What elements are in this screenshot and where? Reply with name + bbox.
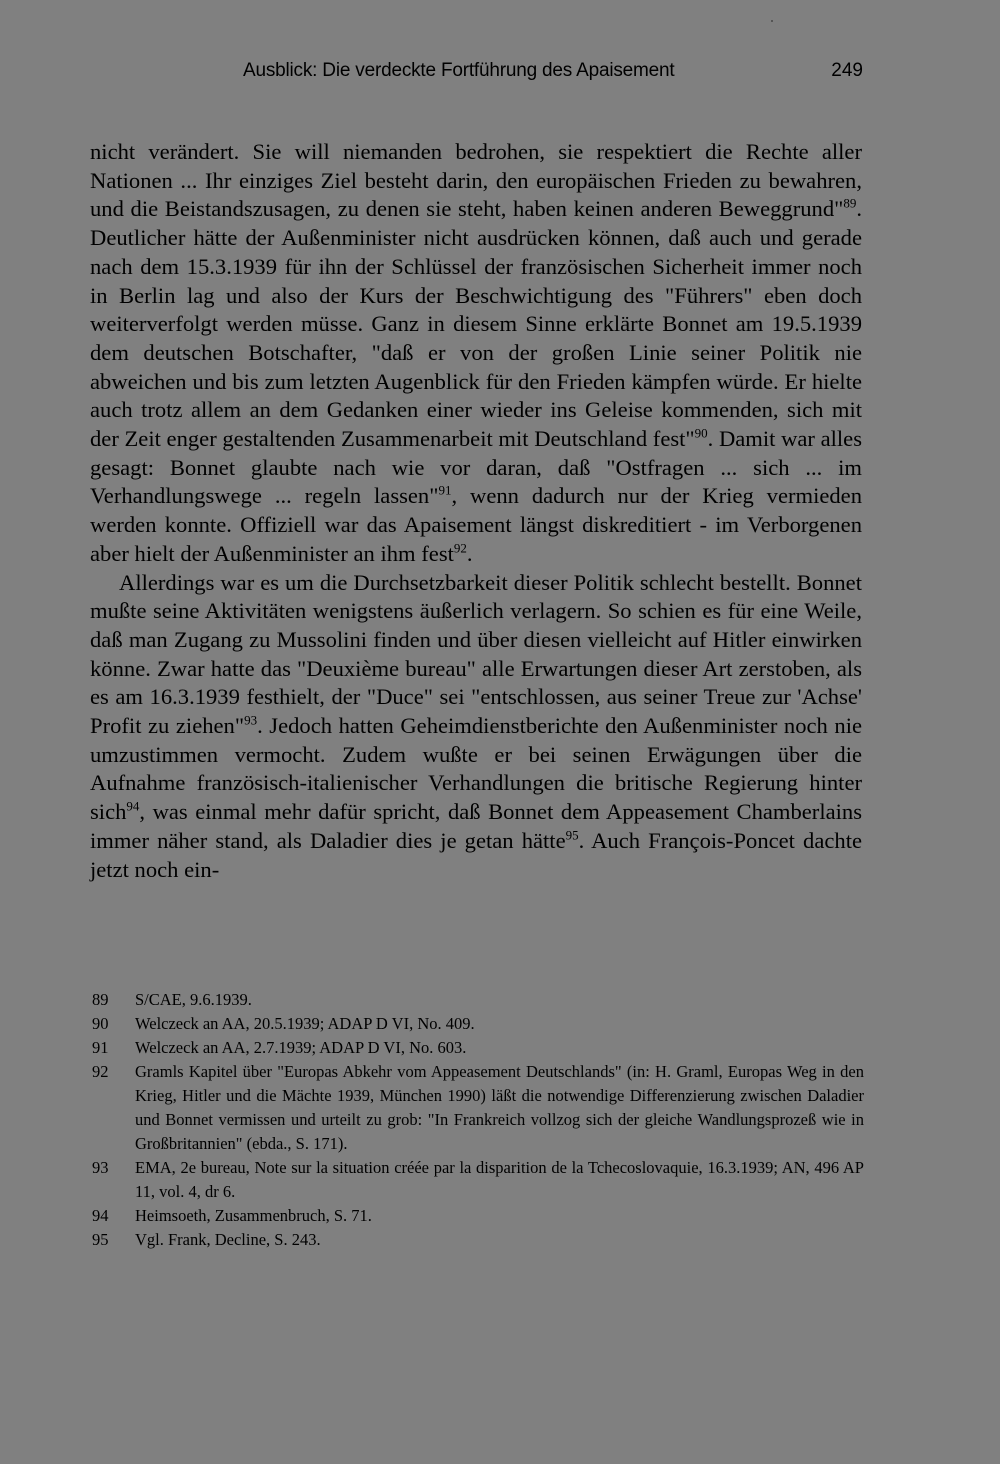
- footnote-text: S/CAE, 9.6.1939.: [135, 990, 252, 1009]
- footnotes: [92, 988, 864, 1252]
- footnote-number: 92: [92, 1062, 109, 1081]
- footnote-text: Gramls Kapitel über "Europas Abkehr vom Appeasement Deutschlands" (in: H. Graml, Europas Weg in den Krieg, Hitler und die Mächte 1939, München 1990) läßt die notwendige Differenzierung zwischen Daladier und Bonnet vermissen und urteilt zu grob: "In Frankreich vollzog sich der gleiche Wandlungsprozeß wie in Großbritannien" (ebda., S. 171).: [135, 1062, 864, 1153]
- footnote-text: Heimsoeth, Zusammenbruch, S. 71.: [135, 1206, 372, 1225]
- text-run: Allerdings war es um die Durchsetzbarkeit dieser Politik schlecht bestellt. Bonnet mußte seine Aktivitäten wenigstens äußerlich verlagern. So schien es für eine Weile, daß man Zugang zu Mussolini finden und über diesen vielleicht auf Hitler einwirken könne. Zwar hatte das "Deuxième bureau" alle Erwartungen dieser Art zerstoben, als es am 16.3.1939 festhielt, der "Duce" sei "entschlossen, aus seiner Treue zur 'Achse' Profit zu ziehen": [90, 569, 862, 739]
- paragraph: [90, 569, 862, 885]
- footnote: [92, 1156, 864, 1204]
- paragraph: [90, 138, 862, 569]
- footnote: [92, 1204, 864, 1228]
- text-run: .: [466, 540, 473, 566]
- text-run: , was einmal mehr dafür spricht, daß Bonnet dem Appeasement Chamberlains immer näher stand, als Daladier dies je getan hätte: [90, 799, 862, 853]
- page-number: 249: [831, 60, 863, 81]
- footnote-ref-91: 91: [438, 482, 452, 498]
- footnote-ref-94: 94: [126, 798, 140, 814]
- footnote-text: Vgl. Frank, Decline, S. 243.: [135, 1230, 321, 1249]
- footnote: [92, 1012, 864, 1036]
- footnote-text: Welczeck an AA, 2.7.1939; ADAP D VI, No. 603.: [135, 1038, 467, 1057]
- footnote: [92, 1036, 864, 1060]
- footnote-number: 91: [92, 1038, 109, 1057]
- running-header: [243, 58, 863, 88]
- footnote: [92, 988, 864, 1012]
- scan-artifact: [771, 20, 773, 22]
- footnote: [92, 1228, 864, 1252]
- footnote-ref-90: 90: [694, 425, 708, 441]
- text-run: nicht verändert. Sie will niemanden bedrohen, sie respektiert die Rechte aller Nationen ... Ihr einziges Ziel besteht darin, den europäischen Frieden zu bewahren, und die Beistandszusagen, zu denen sie steht, haben keinen anderen Beweggrund": [90, 139, 862, 222]
- footnote-text: Welczeck an AA, 20.5.1939; ADAP D VI, No. 409.: [135, 1014, 475, 1033]
- text-run: . Deutlicher hätte der Außenminister nicht ausdrücken können, daß auch und gerade nach dem 15.3.1939 für ihn der Schlüssel der französischen Sicherheit immer noch in Berlin lag und also der Kurs der Beschwichtigung des "Führers" eben doch weiterverfolgt werden müsse. Ganz in diesem Sinne erklärte Bonnet am 19.5.1939 dem deutschen Botschafter, "daß er von der großen Linie seiner Politik nie abweichen und bis zum letzten Augenblick für den Frieden kämpfen würde. Er hielte auch trotz allem an dem Gedanken einer wieder ins Geleise kommenden, sich mit der Zeit enger gestaltenden Zusammenarbeit mit Deutschland fest": [90, 196, 862, 452]
- text-run: . Jedoch hatten Geheimdienstberichte den Außenminister noch nie umzustimmen vermocht. Zudem wußte er bei seinen Erwägungen über die Aufnahme französisch-italienischer Verhandlungen die britische Regierung hinter sich: [90, 713, 863, 825]
- main-text: [90, 138, 862, 884]
- footnote-ref-89: 89: [843, 195, 857, 211]
- text-run: . Auch François-Poncet dachte jetzt noch ein-: [90, 827, 862, 882]
- text-run: , wenn dadurch nur der Krieg vermieden werden konnte. Offiziell war das Apaisement längst diskreditiert - im Verborgenen aber hielt der Außenminister an ihm fest: [90, 483, 862, 566]
- footnote-number: 90: [92, 1014, 109, 1033]
- footnote-number: 93: [92, 1158, 109, 1177]
- running-header-title: Ausblick: Die verdeckte Fortführung des Apaisement: [243, 60, 675, 81]
- text-run: . Damit war alles gesagt: Bonnet glaubte nach wie vor daran, daß "Ostfragen ... sich ... im Verhandlungswege ... regeln lassen": [90, 426, 862, 509]
- footnote: [92, 1060, 864, 1156]
- footnote-number: 94: [92, 1206, 109, 1225]
- footnote-text: EMA, 2e bureau, Note sur la situation créée par la disparition de la Tchecoslovaquie, 16.3.1939; AN, 496 AP 11, vol. 4, dr 6.: [135, 1158, 864, 1201]
- footnote-ref-92: 92: [453, 540, 467, 556]
- footnote-ref-95: 95: [565, 827, 579, 843]
- footnote-number: 95: [92, 1230, 109, 1249]
- footnote-ref-93: 93: [244, 712, 258, 728]
- footnote-number: 89: [92, 990, 109, 1009]
